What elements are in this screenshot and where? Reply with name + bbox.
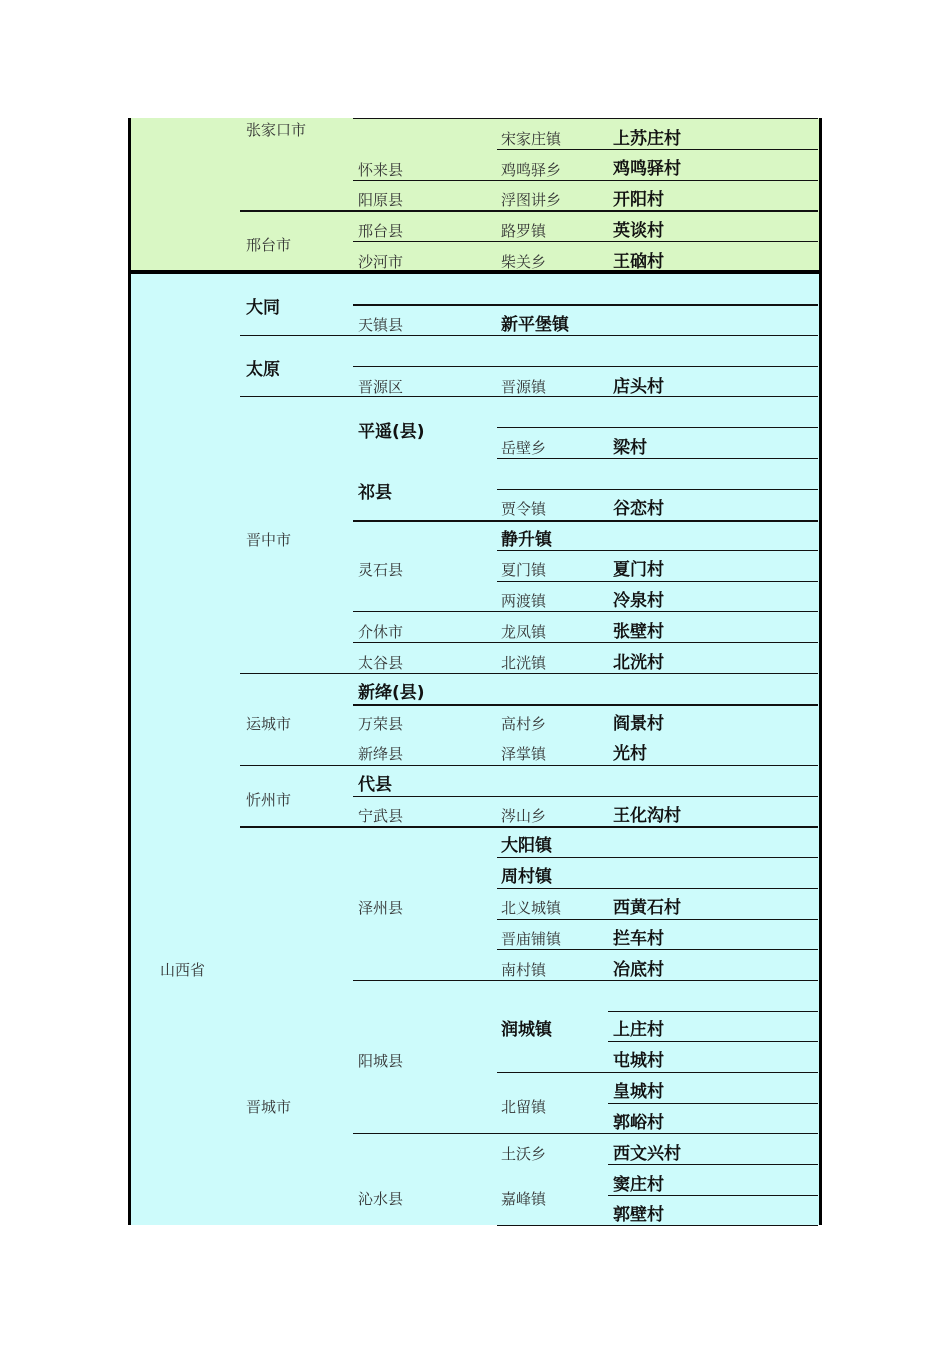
row-rule (240, 826, 818, 828)
county-cell: 平遥(县) (358, 422, 425, 442)
town-cell: 北洸镇 (501, 654, 547, 672)
town-cell: 贾令镇 (501, 500, 547, 518)
county-cell: 代县 (358, 775, 392, 795)
village-cell: 上庄村 (613, 1020, 664, 1040)
village-cell: 王硇村 (613, 252, 664, 272)
row-rule (497, 1225, 818, 1226)
town-cell: 晋庙铺镇 (501, 930, 562, 948)
row-rule (240, 765, 818, 766)
county-cell: 晋源区 (358, 378, 404, 396)
row-rule (353, 118, 818, 119)
row-rule (497, 1072, 818, 1073)
village-cell: 窦庄村 (613, 1175, 664, 1195)
row-rule (497, 550, 818, 551)
village-cell: 屯城村 (613, 1051, 664, 1071)
row-rule (497, 949, 818, 950)
county-cell: 怀来县 (358, 161, 404, 179)
village-cell: 张壁村 (613, 622, 664, 642)
village-cell: 夏门村 (613, 560, 664, 580)
row-rule (497, 149, 818, 150)
town-cell: 土沃乡 (501, 1145, 547, 1163)
city-cell: 运城市 (246, 715, 292, 733)
village-cell: 王化沟村 (613, 806, 681, 826)
county-cell: 宁武县 (358, 807, 404, 825)
village-cell: 开阳村 (613, 190, 664, 210)
row-rule (240, 673, 818, 674)
town-cell: 新平堡镇 (501, 315, 569, 335)
province-divider (128, 270, 822, 274)
row-rule (497, 857, 818, 858)
row-rule (353, 180, 818, 181)
county-cell: 介休市 (358, 623, 404, 641)
city-cell: 张家口市 (246, 121, 307, 139)
town-cell: 泽掌镇 (501, 745, 547, 763)
row-rule (353, 642, 818, 643)
village-cell: 阎景村 (613, 714, 664, 734)
row-rule (353, 1133, 818, 1134)
row-rule (240, 335, 818, 336)
village-cell: 谷恋村 (613, 499, 664, 519)
county-cell: 天镇县 (358, 316, 404, 334)
town-cell: 南村镇 (501, 961, 547, 979)
row-rule (353, 366, 818, 367)
row-rule (608, 1164, 818, 1165)
row-rule (608, 1103, 818, 1104)
village-cell: 冶底村 (613, 960, 664, 980)
town-cell: 夏门镇 (501, 561, 547, 579)
row-rule (608, 1011, 818, 1012)
village-cell: 上苏庄村 (613, 129, 681, 149)
county-cell: 邢台县 (358, 222, 404, 240)
town-cell: 鸡鸣驿乡 (501, 161, 562, 179)
town-cell: 柴关乡 (501, 253, 547, 271)
town-cell: 晋源镇 (501, 378, 547, 396)
county-cell: 泽州县 (358, 899, 404, 917)
row-rule (608, 1195, 818, 1196)
county-cell: 沙河市 (358, 253, 404, 271)
city-cell: 邢台市 (246, 236, 292, 254)
row-rule (353, 796, 818, 797)
town-cell: 岳壁乡 (501, 439, 547, 457)
village-cell: 冷泉村 (613, 591, 664, 611)
row-rule (353, 704, 818, 706)
row-rule (353, 980, 818, 981)
town-cell: 浮图讲乡 (501, 191, 562, 209)
row-rule (497, 888, 818, 889)
city-cell: 晋城市 (246, 1098, 292, 1116)
city-cell: 忻州市 (246, 791, 292, 809)
town-cell: 高村乡 (501, 715, 547, 733)
row-rule (497, 919, 818, 920)
town-cell: 周村镇 (501, 867, 552, 887)
village-table (128, 118, 822, 1225)
row-rule (353, 520, 818, 522)
village-cell: 光村 (613, 744, 647, 764)
city-cell: 大同 (246, 298, 280, 318)
city-cell: 晋中市 (246, 531, 292, 549)
row-rule (497, 458, 818, 459)
town-cell: 路罗镇 (501, 222, 547, 240)
city-cell: 太原 (246, 360, 280, 380)
row-rule (353, 611, 818, 612)
town-cell: 静升镇 (501, 530, 552, 550)
town-cell: 润城镇 (501, 1020, 552, 1040)
county-cell: 祁县 (358, 483, 392, 503)
row-rule (497, 427, 818, 428)
county-cell: 沁水县 (358, 1190, 404, 1208)
town-cell: 龙凤镇 (501, 623, 547, 641)
row-rule (353, 304, 818, 306)
village-cell: 北洸村 (613, 653, 664, 673)
row-rule (497, 489, 818, 490)
village-cell: 郭峪村 (613, 1113, 664, 1133)
county-cell: 太谷县 (358, 654, 404, 672)
row-rule (497, 581, 818, 582)
village-cell: 西黄石村 (613, 898, 681, 918)
village-cell: 梁村 (613, 438, 647, 458)
village-cell: 郭壁村 (613, 1205, 664, 1225)
row-rule (240, 210, 818, 212)
county-cell: 阳原县 (358, 191, 404, 209)
county-cell: 新绛县 (358, 745, 404, 763)
county-cell: 新绛(县) (358, 683, 425, 703)
county-cell: 灵石县 (358, 561, 404, 579)
town-cell: 涔山乡 (501, 807, 547, 825)
town-cell: 两渡镇 (501, 592, 547, 610)
row-rule (608, 1041, 818, 1042)
town-cell: 北留镇 (501, 1098, 547, 1116)
row-rule (353, 241, 818, 242)
town-cell: 北义城镇 (501, 899, 562, 917)
village-cell: 皇城村 (613, 1082, 664, 1102)
province-cell: 山西省 (160, 961, 206, 979)
village-cell: 鸡鸣驿村 (613, 159, 681, 179)
town-cell: 大阳镇 (501, 836, 552, 856)
village-cell: 西文兴村 (613, 1144, 681, 1164)
village-cell: 店头村 (613, 377, 664, 397)
village-cell: 英谈村 (613, 221, 664, 241)
county-cell: 万荣县 (358, 715, 404, 733)
county-cell: 阳城县 (358, 1052, 404, 1070)
town-cell: 宋家庄镇 (501, 130, 562, 148)
village-cell: 拦车村 (613, 929, 664, 949)
town-cell: 嘉峰镇 (501, 1190, 547, 1208)
